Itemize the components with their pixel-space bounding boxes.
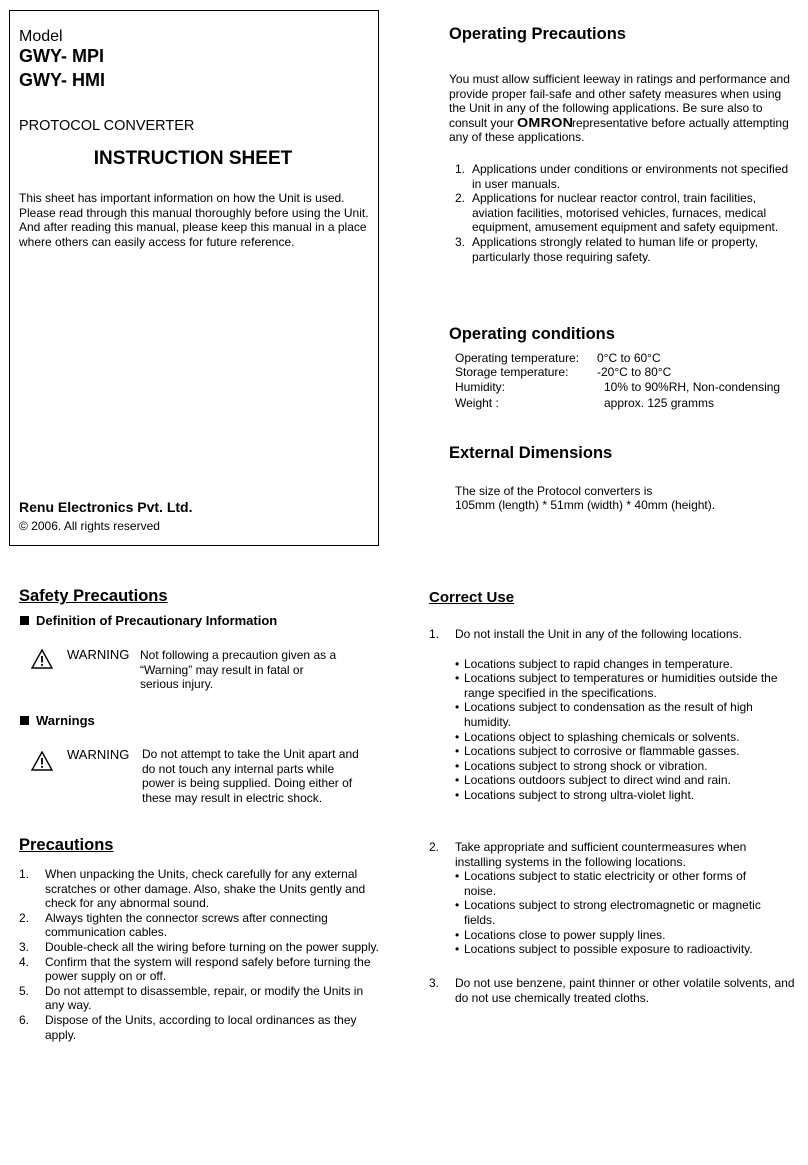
locations-list: [455, 869, 775, 957]
list-item: • Locations outdoors subject to direct wind and rain.: [455, 773, 795, 788]
model-name-mpi: GWY- MPI: [19, 46, 104, 66]
condition-label: Weight :: [455, 396, 499, 410]
operating-precautions-heading: Operating Precautions: [449, 25, 626, 43]
safety-precautions-heading: Safety Precautions: [19, 587, 168, 605]
correct-use-item-3: 3. Do not use benzene, paint thinner or other volatile solvents, and do not use chemically treated cloths.: [429, 976, 795, 1005]
company-name: Renu Electronics Pvt. Ltd.: [19, 499, 193, 515]
operating-precautions-list: [449, 162, 794, 264]
definition-heading: Definition of Precautionary Information: [20, 614, 277, 629]
correct-use-item-2: 2. Take appropriate and sufficient countermeasures when installing systems in the following locations. • Locations subject to static electricity or other forms of noise. • Locations subject to strong electromagnetic or magnetic fields. • Locations close to power supply lines. • Locations subject to possible exposure to radioactivity.: [429, 840, 799, 957]
model-label: Model: [19, 28, 63, 45]
list-item: 3. Double-check all the wiring before turning on the power supply.: [19, 939, 379, 954]
condition-value: 0°C to 60°C: [597, 351, 661, 365]
condition-label: Operating temperature:: [455, 351, 580, 365]
product-type: PROTOCOL CONVERTER: [19, 118, 195, 134]
intro-text-after-logo: representative before actually attempting any of these applications.: [449, 115, 789, 145]
model-name-hmi: GWY- HMI: [19, 70, 105, 90]
list-item: • Locations subject to static electricity or other forms of noise.: [455, 869, 775, 898]
operating-conditions-heading: Operating conditions: [449, 325, 615, 343]
intro-paragraph: This sheet has important information on how the Unit is used. Please read through this manual thoroughly before using the Unit. And after reading this manual, please keep this manual in a place where others can easily access for future reference.: [19, 191, 369, 249]
list-item: 6. Dispose of the Units, according to local ordinances as they apply.: [19, 1012, 357, 1042]
condition-value: -20°C to 80°C: [597, 365, 672, 379]
condition-value: 10% to 90%RH, Non-condensing: [604, 380, 781, 394]
dimensions-line-2: 105mm (length) * 51mm (width) * 40mm (height).: [455, 498, 716, 512]
operating-precautions-intro: [449, 72, 799, 145]
list-item: 2. Applications for nuclear reactor control, train facilities, aviation facilities, motorised vehicles, furnaces, medical equipment, amusement equipment and safety equipment.: [455, 191, 779, 235]
correct-use-heading: Correct Use: [429, 589, 515, 606]
list-item: • Locations subject to possible exposure to radioactivity.: [455, 942, 775, 957]
list-item: 2. Always tighten the connector screws after connecting communication cables.: [19, 910, 328, 940]
list-item: • Locations subject to condensation as the result of high humidity.: [455, 700, 795, 729]
list-item: 4. Confirm that the system will respond safely before turning the power supply on or off.: [19, 954, 371, 984]
condition-value: approx. 125 gramms: [604, 396, 715, 410]
list-item: 3. Applications strongly related to human life or property, particularly those requiring safety.: [455, 234, 758, 264]
list-item: • Locations subject to corrosive or flammable gasses.: [455, 744, 795, 759]
sheet-title: INSTRUCTION SHEET: [93, 148, 293, 169]
condition-label: Storage temperature:: [455, 365, 569, 379]
list-item: • Locations subject to rapid changes in temperature.: [455, 657, 795, 672]
list-item: 5. Do not attempt to disassemble, repair, or modify the Units in any way.: [19, 983, 364, 1013]
external-dimensions-heading: External Dimensions: [449, 444, 613, 462]
condition-label: Humidity:: [455, 380, 506, 394]
list-item: • Locations object to splashing chemicals or solvents.: [455, 730, 795, 745]
dimensions-line-1: The size of the Protocol converters is: [455, 484, 653, 498]
intro-text-before-logo: You must allow sufficient leeway in ratings and performance and provide proper fail-safe and other safety measures when using the Unit in any of the following applications. Be sure also to consult your: [449, 72, 790, 130]
list-item: • Locations subject to strong ultra-violet light.: [455, 788, 795, 803]
correct-use-item-1: 1. Do not install the Unit in any of the following locations. • Locations subject to rapid changes in temperature. • Locations subject to temperatures or humidities outside the range specified in the specifications. • Locations subject to condensation as the result of high humidity. • Locations object to splashing chemicals or solvents. • Locations subject to corrosive or flammable gasses. • Locations subject to strong shock or vibration. • Locations outdoors subject to direct wind and rain. • Locations subject to strong ultra-violet light.: [429, 627, 799, 803]
square-bullet-icon: [20, 716, 29, 725]
list-item: • Locations subject to strong electromagnetic or magnetic fields.: [455, 898, 775, 927]
list-item: • Locations subject to strong shock or vibration.: [455, 759, 795, 774]
model-info-box: [9, 10, 379, 546]
square-bullet-icon: [20, 616, 29, 625]
list-item: • Locations close to power supply lines.: [455, 928, 775, 943]
copyright: © 2006. All rights reserved: [19, 519, 160, 533]
warning-triangle-icon: [31, 649, 53, 669]
list-item: • Locations subject to temperatures or humidities outside the range specified in the specifications.: [455, 671, 795, 700]
warning-definition-text: Not following a precaution given as a “Warning” may result in fatal or serious injury.: [140, 648, 337, 692]
warning-triangle-icon: [31, 751, 53, 771]
precautions-heading: Precautions: [19, 836, 114, 854]
warning-label: WARNING: [67, 647, 130, 662]
warning-label: WARNING: [67, 747, 130, 762]
list-item: 1. Applications under conditions or environments not specified in user manuals.: [455, 162, 789, 191]
omron-logo: OMRON: [517, 115, 574, 130]
warning-text: Do not attempt to take the Unit apart and do not touch any internal parts while power is being supplied. Doing either of these may result in electric shock.: [142, 747, 359, 805]
locations-list: [455, 657, 795, 803]
warnings-heading: Warnings: [20, 714, 95, 729]
precautions-list: [19, 867, 379, 1042]
list-item: 1. When unpacking the Units, check carefully for any external scratches or other damage. Also, shake the Units gently and check for any abnormal sound.: [19, 867, 366, 911]
